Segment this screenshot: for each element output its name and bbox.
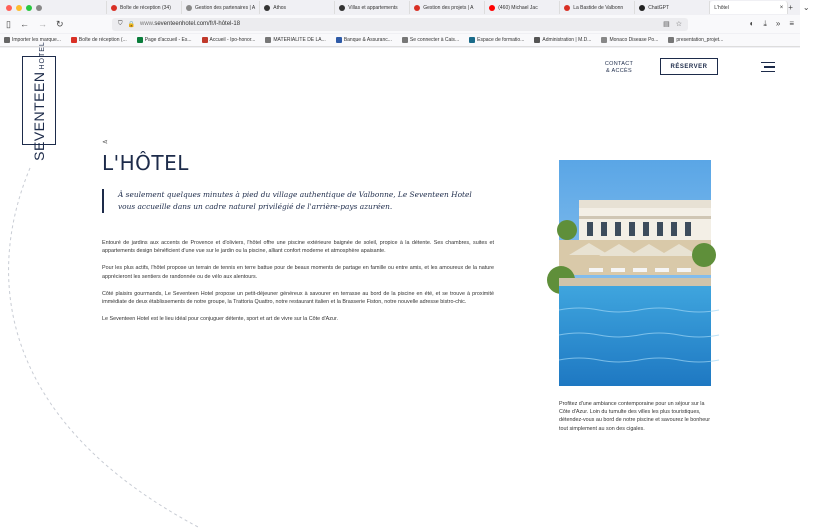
toolbar-right: [749, 19, 794, 29]
reader-view-icon[interactable]: ▤: [663, 21, 670, 28]
tab-8[interactable]: [635, 1, 710, 14]
tab-favicon-icon: [111, 5, 117, 11]
bookmark-item[interactable]: [402, 37, 459, 43]
back-icon[interactable]: ←: [19, 18, 29, 29]
bookmark-item[interactable]: [265, 37, 325, 43]
body-paragraph: Le Seventeen Hotel est le lieu idéal pour conjuguer détente, sport et art de vivre sur la Côte d'Azur.: [102, 316, 338, 323]
bookmark-label: presentation_projet...: [676, 37, 724, 43]
bookmark-item[interactable]: [601, 37, 658, 43]
logo-main-text: SEVENTEEN: [31, 71, 47, 161]
bookmark-favicon-icon: [336, 37, 342, 43]
tab-favicon-icon: [489, 5, 495, 11]
body-paragraph: Entouré de jardins aux accents de Provence et d'oliviers, l'hôtel offre une piscine extérieure baignée de soleil, propice à la détente. Ses chambres, suites et appartements design bénéficient d'une vue sur le jardin ou la piscine, alliant confort moderne et atmosphère apaisante.: [102, 240, 494, 255]
tab-list: [32, 1, 710, 14]
reload-icon[interactable]: ↻: [55, 18, 64, 29]
tab-favicon-icon: [339, 5, 345, 11]
hamburger-menu-icon[interactable]: [761, 62, 775, 72]
tab-label: Boîte de réception (34): [120, 4, 171, 11]
window-controls: [0, 5, 32, 11]
photo-caption: Profitez d'une ambiance contemporaine pour un séjour sur la Côte d'Azur. Loin du tumulte des villes les plus touristiques, détendez-vous au bord de notre piscine et savourez le bonheur tout simplement au son des cigales.: [559, 401, 711, 432]
intro-quote: À seulement quelques minutes à pied du village authentique de Valbonne, Le Seventeen Hotel vous accueille dans un cadre naturel privilégié de l'arrière-pays azuréen.: [102, 189, 482, 213]
tab-label: Villas et appartements: [348, 4, 398, 11]
bookmark-favicon-icon: [601, 37, 607, 43]
sidebar-toggle-icon[interactable]: ▯: [6, 18, 11, 29]
overflow-chevron-icon[interactable]: »: [775, 19, 781, 28]
tab-4[interactable]: [335, 1, 410, 14]
shield-icon[interactable]: ⛉: [118, 20, 123, 27]
bookmark-item[interactable]: [71, 37, 127, 43]
tab-bar: [0, 0, 810, 15]
tab-label: Athos: [273, 4, 287, 11]
bookmark-favicon-icon: [202, 37, 208, 43]
tab-label: (460) Michael Jac: [498, 4, 538, 11]
bookmarks-bar: [0, 34, 800, 47]
bookmark-label: Accueil - Ipo-honor...: [209, 37, 256, 43]
tab-2[interactable]: [182, 1, 260, 14]
tab-active[interactable]: [710, 1, 788, 14]
tab-label: La Bastide de Valbonn: [573, 4, 624, 11]
bookmark-favicon-icon: [534, 37, 540, 43]
menu-icon[interactable]: ≡: [789, 19, 794, 28]
tab-label: Gestion des partenaires | A: [195, 4, 256, 11]
tab-favicon-icon: [186, 5, 192, 11]
bookmark-label: Page d'accueil - Es...: [144, 37, 192, 43]
logo-sub-text: HOTEL: [39, 40, 46, 70]
tab-favicon-icon: [264, 5, 270, 11]
tabbar-tools: [788, 3, 819, 12]
bookmark-item[interactable]: [469, 37, 524, 43]
bookmark-favicon-icon: [668, 37, 674, 43]
body-text: [102, 239, 494, 332]
bookmark-label: Espace de formatio...: [477, 37, 525, 43]
bookmark-favicon-icon: [265, 37, 271, 43]
bookmark-favicon-icon: [4, 37, 10, 43]
bookmark-label: Importer les marque...: [12, 37, 61, 43]
bookmark-label: Se connecter à Cais...: [409, 37, 460, 43]
contact-link[interactable]: [598, 61, 640, 75]
tab-close-icon[interactable]: ×: [779, 4, 784, 11]
body-paragraph: Côté plaisirs gourmands, Le Seventeen Hotel propose un petit-déjeuner généreux à savourer en terrasse au bord de la piscine en été, et se trouve à proximité immédiate de deux établissements de notre groupe, la Trattoria Quattro, notre restaurant italien et la Brasserie Fiston, notre nouvelle adresse bistro-chic.: [102, 290, 494, 306]
bookmark-star-icon[interactable]: ☆: [675, 21, 682, 28]
tab-favicon-icon: [36, 5, 42, 11]
hotel-pool-photo: [559, 160, 711, 386]
tab-label: Gestion des projets | A: [423, 4, 474, 11]
bookmark-favicon-icon: [71, 37, 77, 43]
hotel-logo[interactable]: [22, 40, 56, 161]
browser-chrome: [0, 0, 810, 48]
bookmark-item[interactable]: [336, 37, 392, 43]
close-window-button[interactable]: [6, 5, 12, 11]
account-icon[interactable]: ◐: [749, 19, 755, 28]
tab-favicon-icon: [414, 5, 420, 11]
bookmark-label: Banque & Assuranc...: [343, 37, 392, 43]
tab-7[interactable]: [560, 1, 635, 14]
reserve-button[interactable]: RÉSERVER: [660, 58, 718, 75]
bookmark-label: MATERIALITE DE LA...: [273, 37, 326, 43]
bookmark-item[interactable]: [534, 37, 591, 43]
tab-favicon-icon: [639, 5, 645, 11]
new-tab-icon[interactable]: +: [788, 3, 793, 12]
tab-favicon-icon: [564, 5, 570, 11]
url-bar[interactable]: [112, 18, 688, 31]
bookmark-label: Administration | M.D...: [542, 37, 592, 43]
forward-icon[interactable]: →: [37, 18, 47, 29]
share-icon[interactable]: ⋖: [102, 139, 108, 146]
tab-3[interactable]: [260, 1, 335, 14]
bookmark-item[interactable]: [137, 37, 192, 43]
bookmark-item[interactable]: [202, 37, 256, 43]
tab-5[interactable]: [410, 1, 485, 14]
bookmark-label: Monaco Disease Po...: [609, 37, 659, 43]
bookmark-label: Boîte de réception (...: [78, 37, 127, 43]
decorative-dashed-curve: [0, 168, 220, 528]
tab-1[interactable]: [107, 1, 182, 14]
navigation-bar: [0, 15, 800, 33]
contact-line-2: & ACCÈS: [606, 68, 632, 74]
page-title: L'HÔTEL: [102, 151, 189, 175]
tab-label: ChatGPT: [648, 4, 670, 11]
bookmark-favicon-icon: [137, 37, 143, 43]
minimize-window-button[interactable]: [16, 5, 22, 11]
bookmark-item[interactable]: [668, 37, 723, 43]
lock-icon[interactable]: 🔒: [127, 21, 135, 28]
tab-active-label: L'hôtel: [714, 4, 729, 11]
tab-6[interactable]: [485, 1, 560, 14]
url-prefix: www.: [140, 21, 155, 27]
url-text: seventeenhotel.com/fr/l-hôtel-18: [154, 21, 241, 27]
body-paragraph: Pour les plus actifs, l'hôtel propose un terrain de tennis en terre battue pour de beaux moments de partage en famille ou entre amis, et les amoureux de la nature apprécieront les sentiers de randonnée ou de vélo aux alentours.: [102, 265, 494, 280]
tab-list-chevron-icon[interactable]: ⌄: [802, 3, 810, 12]
tab-0[interactable]: [32, 1, 107, 14]
bookmark-favicon-icon: [469, 37, 475, 43]
contact-line-1: CONTACT: [604, 61, 634, 67]
downloads-icon[interactable]: ⤓: [763, 19, 767, 28]
bookmark-favicon-icon: [402, 37, 408, 43]
